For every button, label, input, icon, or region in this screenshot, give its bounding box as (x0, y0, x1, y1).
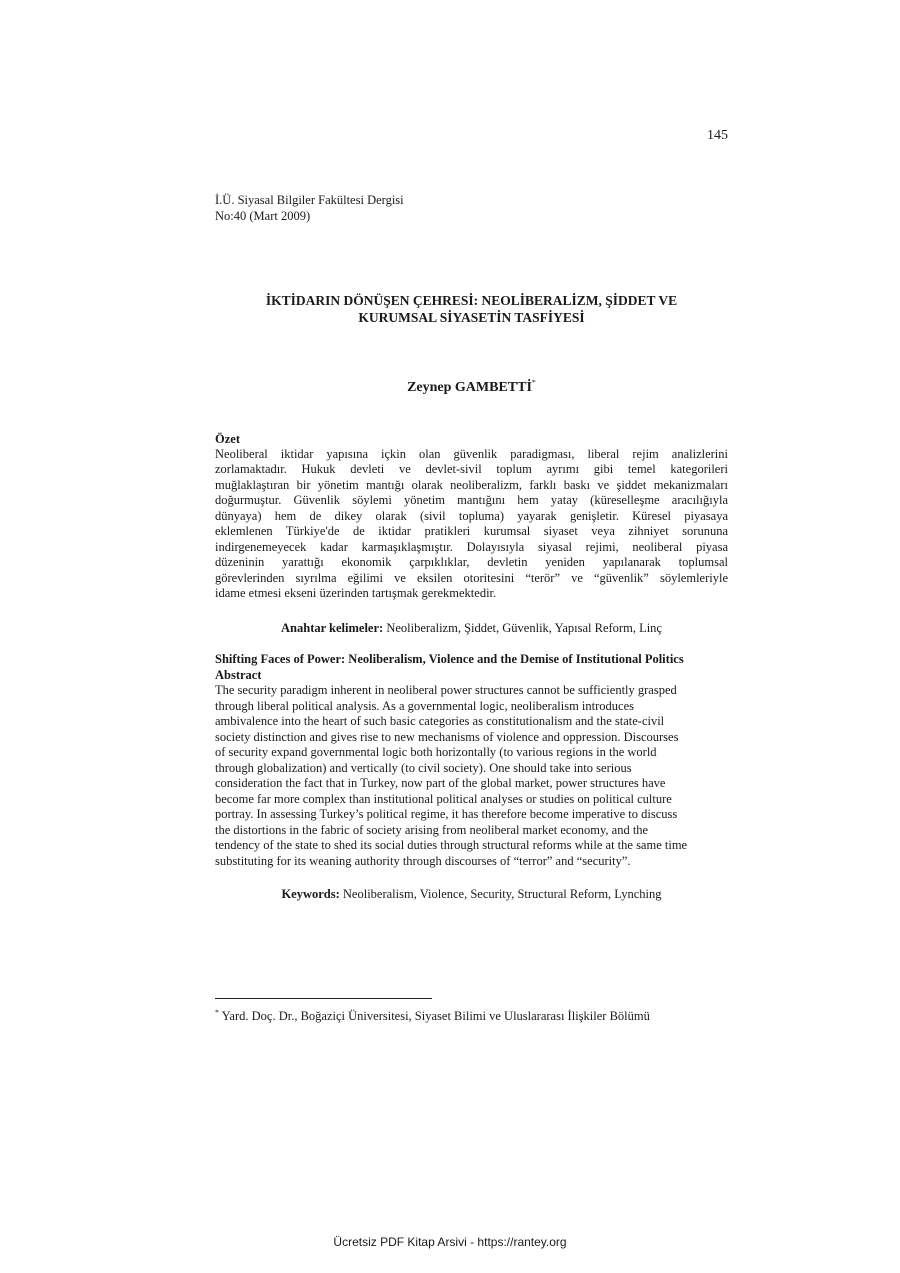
abstract-heading: Abstract (215, 668, 262, 682)
abstract-line: The security paradigm inherent in neoliberal power structures cannot be sufficiently grasped (215, 683, 677, 697)
bottom-source-link[interactable]: Ücretsiz PDF Kitap Arsivi - https://rantey.org (333, 1235, 567, 1249)
ozet-line: eklemlenen Türkiye'de de iktidar pratikleri kurumsal siyaset veya zihniyet sorununa (215, 524, 728, 539)
abstract-line: through globalization) and vertically (to civil society). One should take into serious (215, 760, 632, 775)
journal-name: İ.Ü. Siyasal Bilgiler Fakültesi Dergisi (215, 193, 404, 207)
abstract-line: consideration the fact that in Turkey, now part of the global market, power structures have (215, 776, 666, 791)
turkish-keywords-text: Neoliberalizm, Şiddet, Güvenlik, Yapısal Reform, Linç (383, 621, 662, 635)
english-keywords-text: Neoliberalism, Violence, Security, Structural Reform, Lynching (339, 887, 662, 901)
article-title-line-2: KURUMSAL SİYASETİN TASFİYESİ (358, 310, 585, 325)
abstract-line: tendency of the state to shed its social duties through structural reforms while at the same time (215, 838, 688, 853)
english-keywords-label: Keywords: (281, 887, 340, 901)
footnote-mark: * (215, 1008, 219, 1017)
ozet-body (215, 447, 728, 602)
author-footnote-mark: * (531, 378, 536, 387)
ozet-line: görevlerinden sıyrılma eğilimi ve eksilen otoritesini “terör” ve “güvenlik” söylemleriyle (215, 570, 728, 585)
ozet-line: Neoliberal iktidar yapısına içkin olan güvenlik paradigması, liberal rejim analizlerini (215, 447, 728, 461)
abstract-line: portray. In assessing Turkey’s political regime, it has therefore become imperative to discuss (215, 807, 678, 822)
abstract-line: society distinction and gives rise to new mechanisms of violence and oppression. Discourses (215, 729, 679, 744)
article-title (215, 292, 728, 326)
article-title-line-1: İKTİDARIN DÖNÜŞEN ÇEHRESİ: NEOLİBERALİZM, ŞİDDET VE (265, 293, 678, 308)
turkish-keywords (215, 621, 728, 636)
ozet-line: indirgenemeyecek kadar karmaşıklaşmıştır. Dolayısıyla siyasal rejimi, neoliberal piyasa (215, 539, 728, 554)
abstract-body (215, 683, 735, 870)
journal-issue: No:40 (Mart 2009) (215, 209, 311, 223)
author (215, 378, 728, 396)
turkish-keywords-label: Anahtar kelimeler: (281, 621, 384, 635)
footnote (215, 1008, 650, 1024)
abstract-line: substituting for its weaning authority through discourses of “terror” and “security”. (215, 854, 631, 869)
footnote-text: Yard. Doç. Dr., Boğaziçi Üniversitesi, Siyaset Bilimi ve Uluslararası İlişkiler Bölümü (219, 1009, 650, 1023)
ozet-line: zorlamaktadır. Hukuk devleti ve devlet-sivil toplum ayrımı gibi temel kategorileri (215, 462, 728, 477)
ozet-line-last: idame etmesi ekseni üzerinden tartışmak gerekmektedir. (215, 586, 497, 601)
abstract-line: of security expand governmental logic both horizontally (to various regions in the world (215, 745, 657, 760)
ozet-line: düzeninin yarattığı ekonomik çarpıklıklar, devletin yeniden yapılanarak toplumsal (215, 555, 728, 570)
abstract-line: become far more complex than institutional political analyses or studies on political culture (215, 791, 672, 806)
ozet-heading: Özet (215, 432, 240, 446)
abstract-line: the distortions in the fabric of society arising from neoliberal market economy, and the (215, 822, 649, 837)
ozet-line: doğurmuştur. Güvenlik söylemi yönetim mantığını hem yatay (küreselleşme aracılığıyla (215, 493, 728, 508)
author-name: Zeynep GAMBETTİ (407, 380, 532, 395)
footnote-divider (215, 998, 432, 999)
ozet-line: dünyaya) hem de dikey olarak (sivil topluma) yayarak genişletir. Küresel piyasaya (215, 508, 728, 523)
abstract-line: through liberal political analysis. As a governmental logic, neoliberalism introduces (215, 698, 634, 713)
english-title: Shifting Faces of Power: Neoliberalism, Violence and the Demise of Institutional Politics (215, 652, 684, 666)
abstract-line: ambivalence into the heart of such basic categories as constitutionalism and the state-civil (215, 714, 665, 729)
ozet-line: muğlaklaştıran bir yönetim mantığı olarak neoliberalizm, farklı baskı ve şiddet mekanizmaları (215, 477, 728, 492)
page-number: 145 (707, 128, 728, 143)
english-keywords (215, 887, 728, 902)
journal-header (215, 192, 404, 224)
